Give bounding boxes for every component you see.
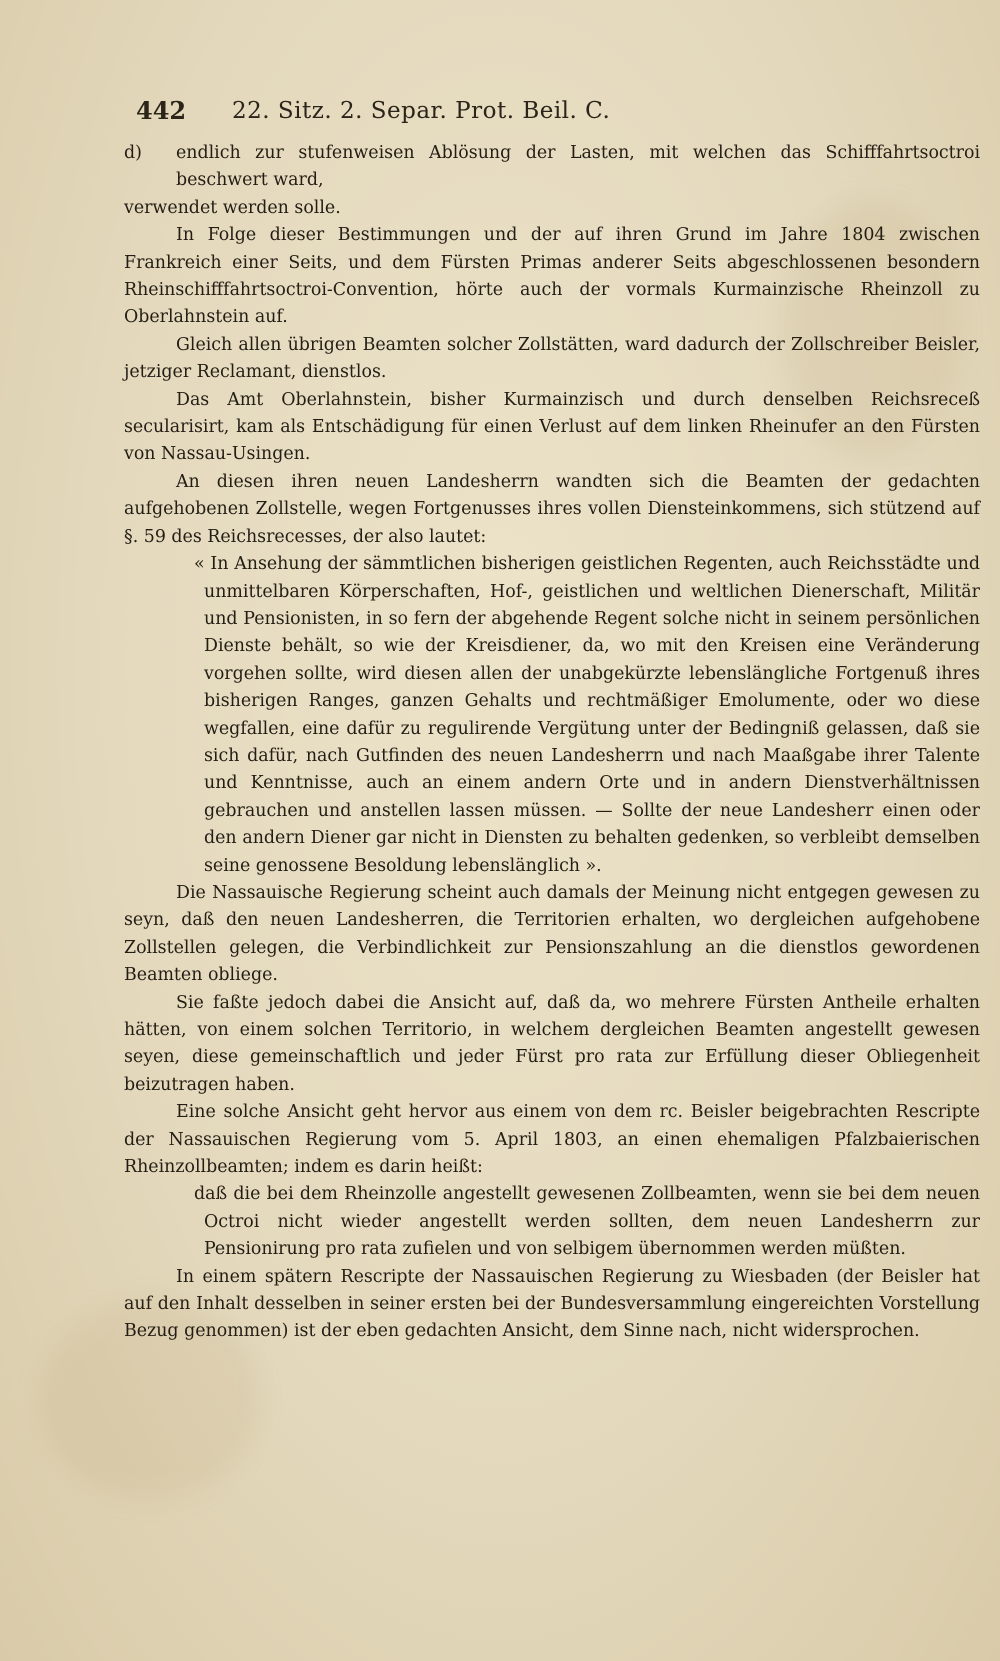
list-item-d bbox=[124, 140, 980, 195]
paragraph: Das Amt Oberlahnstein, bisher Kurmainzisch und durch denselben Reichsreceß secularisirt, kam als Entschädigung für einen Verlust auf dem linken Rheinufer an den Fürsten von Nassau-Usingen. bbox=[124, 389, 980, 465]
body-text bbox=[124, 140, 980, 1346]
paragraph: Sie faßte jedoch dabei die Ansicht auf, daß da, wo mehrere Fürsten Antheile erhalten hätten, von einem solchen Territorio, in welchem dergleichen Beamten angestellt gewesen seyen, diese gemeinschaftlich und jeder Fürst pro rata zur Erfüllung dieser Obliegenheit beizutragen haben. bbox=[124, 992, 980, 1095]
block-quote: « In Ansehung der sämmtlichen bisherigen geistlichen Regenten, auch Reichsstädte und unmittelbaren Körperschaften, Hof-, geistlichen und weltlichen Dienerschaft, Militär und Pensionisten, in so fern der abgehende Regent solche nicht in seinem persönlichen Dienste behält, so wie der Kreisdiener, da, wo mit den Kreisen eine Veränderung vorgehen sollte, wird diesen allen der unabgekürzte lebenslängliche Fortgenuß ihres bisherigen Ranges, ganzen Gehalts und rechtmäßiger Emolumente, oder wo diese wegfallen, eine dafür zu regulirende Vergütung unter der Bedingniß gelassen, daß sie sich dafür, nach Gutfinden des neuen Landesherrn und nach Maaßgabe ihrer Talente und Kenntnisse, auch an einem andern Orte und in andern Dienstverhältnissen gebrauchen und anstellen lassen müssen. — Sollte der neue Landesherr einen oder den andern Diener gar nicht in Diensten zu behalten gedenken, so verbleibt demselben seine genossene Besoldung lebenslänglich ». bbox=[194, 554, 980, 876]
paragraph: verwendet werden solle. bbox=[124, 197, 341, 218]
page-number: 442 bbox=[136, 96, 187, 125]
paragraph: Eine solche Ansicht geht hervor aus einem von dem rc. Beisler beigebrachten Rescripte der Nassauischen Regierung vom 5. April 1803, an einen ehemaligen Pfalzbaierischen Rheinzollbeamten; indem es darin heißt: bbox=[124, 1102, 980, 1178]
paragraph: Gleich allen übrigen Beamten solcher Zollstätten, ward dadurch der Zollschreiber Beisler, jetziger Reclamant, dienstlos. bbox=[124, 334, 980, 383]
list-marker: d) bbox=[124, 143, 142, 163]
paragraph: An diesen ihren neuen Landesherrn wandten sich die Beamten der gedachten aufgehobenen Zollstelle, wegen Fortgenusses ihres vollen Diensteinkommens, sich stützend auf §. 59 des Reichsrecesses, der also lautet: bbox=[124, 471, 980, 547]
paragraph: In Folge dieser Bestimmungen und der auf ihren Grund im Jahre 1804 zwischen Frankreich einer Seits, und dem Fürsten Primas anderer Seits abgeschlossenen besondern Rheinschifffahrtsoctroi-Convention, hörte auch der vormals Kurmainzische Rheinzoll zu Oberlahnstein auf. bbox=[124, 225, 980, 328]
block-quote: daß die bei dem Rheinzolle angestellt gewesenen Zollbeamten, wenn sie bei dem neuen Octroi nicht wieder angestellt werden sollten, dem neuen Landesherrn zur Pensionirung pro rata zufielen und von selbigem übernommen werden müßten. bbox=[194, 1184, 980, 1260]
paragraph-text: endlich zur stufenweisen Ablösung der Lasten, mit welchen das Schifffahrtsoctroi beschwert ward, bbox=[176, 143, 980, 191]
paragraph: Die Nassauische Regierung scheint auch damals der Meinung nicht entgegen gewesen zu seyn, daß den neuen Landesherren, die Territorien erhalten, wo dergleichen aufgehobene Zollstellen gelegen, die Verbindlichkeit zur Pensionszahlung an die dienstlos gewordenen Beamten obliege. bbox=[124, 882, 980, 986]
page-header bbox=[136, 96, 776, 130]
paragraph: In einem spätern Rescripte der Nassauischen Regierung zu Wiesbaden (der Beisler hat auf den Inhalt desselben in seiner ersten bei der Bundesversammlung eingereichten Vorstellung Bezug genommen) ist der eben gedachten Ansicht, dem Sinne nach, nicht widersprochen. bbox=[124, 1266, 980, 1342]
running-head: 22. Sitz. 2. Separ. Prot. Beil. C. bbox=[232, 98, 611, 124]
